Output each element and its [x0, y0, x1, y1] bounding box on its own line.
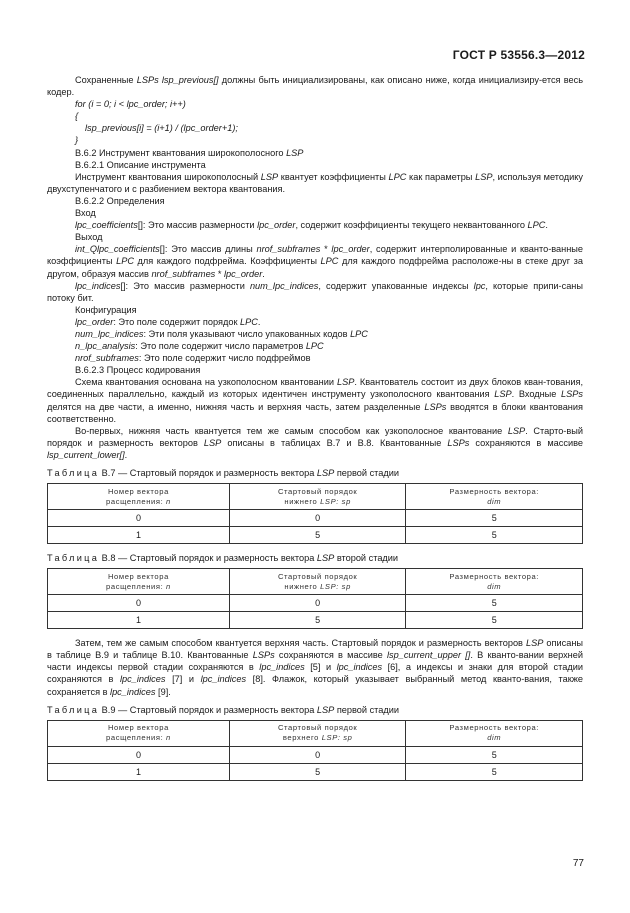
column-header: Стартовый порядок нижнего LSP: sp: [229, 484, 406, 510]
table-row: [48, 510, 583, 527]
paragraph-lsp-init: Сохраненные LSPs lsp_previous[] должны быть инициализированы, как описано ниже, когда инициализиру-ется весь кодер.: [47, 75, 583, 98]
table-caption-b9: Таблица В.9 — Стартовый порядок и размерность вектора LSP первой стадии: [47, 704, 400, 715]
column-header: Номер вектора расщепления: n: [48, 484, 230, 510]
table-cell: 0: [48, 746, 230, 763]
table-cell: 5: [229, 527, 406, 544]
table-cell: 1: [48, 763, 230, 780]
page-number: 77: [572, 858, 584, 869]
table-cell: 0: [229, 746, 406, 763]
table-cell: 0: [229, 595, 406, 612]
table-row: [48, 763, 583, 780]
table-cell: 1: [48, 612, 230, 629]
table-header-row: [48, 484, 583, 510]
table-cell: 5: [229, 612, 406, 629]
table-row: [48, 595, 583, 612]
table-cell: 5: [406, 595, 583, 612]
document-header: ГОСТ Р 53556.3—2012: [452, 48, 585, 62]
code-line: for (i = 0; i < lpc_order; i++): [75, 99, 186, 110]
table-b7: [47, 483, 583, 544]
code-line: }: [75, 135, 79, 146]
paragraph-lpc-coefficients: lpc_coefficients[]: Это массив размерности lpc_order, содержит коэффициенты текущего неквантованного LPC.: [75, 220, 548, 231]
config-item: nrof_subframes: Это поле содержит число подфреймов: [75, 353, 311, 364]
column-header: Размерность вектора: dim: [406, 720, 583, 746]
label-input: Вход: [75, 208, 96, 219]
config-item: lpc_order: Это поле содержит порядок LPC.: [75, 316, 261, 327]
paragraph-tool-description: Инструмент квантования широкополосный LSP квантует коэффициенты LPC как параметры LSP, используя методику двухступенчатого и с разбиением вектора квантования.: [47, 171, 584, 194]
table-cell: 5: [406, 527, 583, 544]
paragraph-quantization-scheme: Схема квантования основана на узкополосном квантовании LSP. Квантователь состоит из двух блоков кван-тования, соединенных параллельно, каждый из которых идентичен инструменту узкополосного квантования LSP. Входные LSPs делятся на две части, а именно, нижняя часть и верхняя часть, затем разделенные LSPs вводятся в блоки квантования соответственно.: [47, 377, 583, 424]
column-header: Размерность вектора: dim: [406, 569, 583, 595]
table-caption-b7: Таблица В.7 — Стартовый порядок и размерность вектора LSP первой стадии: [47, 468, 400, 478]
page-body: [47, 74, 583, 789]
table-cell: 0: [229, 510, 406, 527]
table-b8: [47, 568, 583, 629]
paragraph-lower-part: Во-первых, нижняя часть квантуется тем же самым способом как узкополосное квантование LSP. Старто-вый порядок и размерность векторов LSP описаны в таблицах В.7 и В.8. Квантованные LSPs сохраняются в массиве lsp_current_lower[].: [47, 425, 583, 460]
table-row: [48, 527, 583, 544]
table-cell: 1: [48, 527, 230, 544]
column-header: Номер вектора расщепления: n: [48, 569, 230, 595]
table-cell: 5: [406, 763, 583, 780]
paragraph-lpc-indices: lpc_indices[]: Это массив размерности num_lpc_indices, содержит упакованные индексы lpc, которые припи-саны потоку бит.: [47, 280, 583, 303]
table-cell: 0: [48, 510, 230, 527]
table-b9: [47, 720, 583, 781]
config-item: num_lpc_indices: Эти поля указывают число упакованных кодов LPC: [75, 328, 368, 339]
column-header: Стартовый порядок нижнего LSP: sp: [229, 569, 406, 595]
paragraph-int-qlpc: int_Qlpc_coefficients[]: Это массив длины nrof_subframes * lpc_order, содержит интерполированные и кванто-ванные коэффициенты LPC для каждого подфрейма. Коэффициенты LPC для каждого подфрейма расположе-ны в стеке друг за другом, образуя массив nrof_subframes * lpc_order.: [47, 244, 584, 279]
table-cell: 5: [406, 746, 583, 763]
table-cell: 5: [406, 612, 583, 629]
table-cell: 0: [48, 595, 230, 612]
column-header: Номер вектора расщепления: n: [48, 720, 230, 746]
table-header-row: [48, 569, 583, 595]
table-cell: 5: [406, 510, 583, 527]
table-row: [48, 746, 583, 763]
table-caption-b8: Таблица В.8 — Стартовый порядок и размерность вектора LSP второй стадии: [47, 553, 399, 564]
table-cell: 5: [229, 763, 406, 780]
section-heading-b621: В.6.2.1 Описание инструмента: [75, 159, 206, 170]
code-line: lsp_previous[i] = (i+1) / (lpc_order+1);: [85, 123, 238, 134]
column-header: Стартовый порядок верхнего LSP: sp: [229, 720, 406, 746]
column-header: Размерность вектора: dim: [406, 484, 583, 510]
table-header-row: [48, 720, 583, 746]
section-heading-b623: В.6.2.3 Процесс кодирования: [75, 365, 201, 376]
label-output: Выход: [75, 232, 103, 243]
section-heading-b62: В.6.2 Инструмент квантования широкополосного LSP: [75, 147, 304, 158]
config-item: n_lpc_analysis: Это поле содержит число параметров LPC: [75, 341, 324, 352]
code-line: {: [75, 111, 79, 122]
label-configuration: Конфигурация: [75, 304, 137, 315]
table-row: [48, 612, 583, 629]
section-heading-b622: В.6.2.2 Определения: [75, 195, 165, 206]
paragraph-upper-part: Затем, тем же самым способом квантуется верхняя часть. Стартовый порядок и размерность векторов LSP описаны в таблице В.9 и таблице В.10. Квантованные LSPs сохраняются в массиве lsp_current_upper []. В кванто-вании верхней части индексы первой стадии сохраняются в lpc_indices [5] и lpc_indices [6], а индексы и знаки для второй стадии сохраняются в lpc_indices [7] и lpc_indices [8]. Флажок, который указывает выбранный метод кванто-вания, также сохраняется в lpc_indices [9].: [47, 638, 583, 697]
